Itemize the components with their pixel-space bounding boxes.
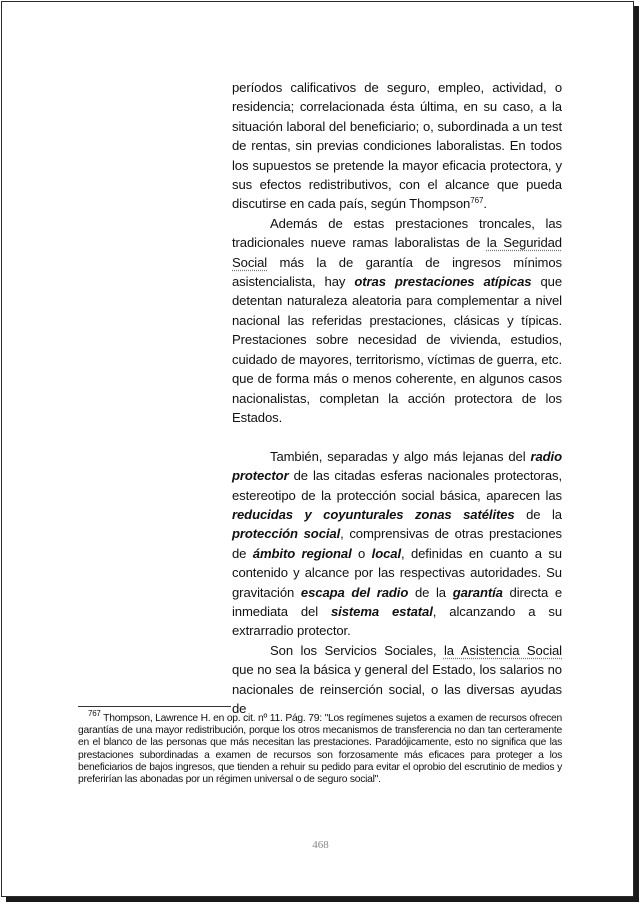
text-run: de la — [408, 584, 453, 600]
text-run: Además de estas prestaciones troncales, las tradicionales nueve ramas laboralistas de — [232, 215, 562, 251]
paragraph-4 — [232, 641, 562, 719]
text-run: Son los Servicios Sociales, — [270, 642, 444, 658]
underlined-term: la Seguridad Social — [232, 235, 562, 270]
text-run: , alcanzando a su extrarradio protector. — [232, 603, 562, 639]
paragraph-1 — [232, 78, 562, 214]
paragraph-3 — [232, 447, 562, 641]
text-run: , comprensivas de otras prestaciones de — [232, 526, 562, 561]
emphasis-term: garantía — [452, 584, 503, 600]
emphasis-term: radio protector — [232, 448, 562, 484]
emphasis-term: reducidas y coyunturales zonas satélites — [232, 506, 515, 522]
text-run: que no sea la básica y general del Estado, los salarios no nacionales de reinserción social, o las diversas ayudas de — [232, 662, 562, 716]
emphasis-term: escapa del radio — [300, 584, 409, 600]
underlined-term: la Asistencia Social — [443, 642, 562, 658]
paragraph-1-end: . — [483, 196, 487, 212]
page-shadow-right — [634, 6, 639, 901]
footnote: $^{767}$ Thompson, Lawrence H. en op. cit. nº 11. Pág. 79: "Los regímenes sujetos a examen de recursos ofrecen garantías de una mayor redistribución, porque los otros mecanismos de transferencia no dan tan certeramente en el blanco de las personas que más necesitan las prestaciones. Paradójicamente, esto no significa que las prestaciones subordinadas a examen de recursos son forzosamente más eficaces para proteger a los beneficiarios de bajos ingresos, que tienden a rehuir su pedido para evitar el oprobio del escrutinio de medios y preferirían las abonadas por un régimen universal o de seguro social". — [78, 709, 562, 786]
footnote-reference[interactable]: 767 — [470, 196, 484, 206]
paragraph-2 — [232, 214, 562, 427]
footnote-separator — [78, 706, 231, 707]
text-run: directa e inmediata del — [232, 584, 562, 619]
page-shadow-bottom — [6, 897, 639, 902]
emphasis-term: sistema estatal — [330, 603, 433, 619]
text-run: o — [351, 545, 372, 561]
emphasis-term: protección social — [232, 526, 341, 542]
text-run: , definidas en cuanto a su contenido y alcance por las respectivas autoridades. Su gravitación — [232, 545, 562, 600]
paragraph-spacer — [232, 427, 562, 446]
text-run: que detentan naturaleza aleatoria para complementar a nivel nacional las referidas prestaciones, clásicas y típicas. Prestaciones sobre necesidad de vivienda, estudios, cuidado de mayores, territorismo, víctimas de guerra, etc. que de forma más o menos coherente, en algunos casos nacionalistas, completan la acción protectora de los Estados. — [232, 274, 563, 425]
text-run: de la — [514, 506, 562, 522]
text-run: de las citadas esferas nacionales protectoras, estereotipo de la protección social básica, aparecen las — [232, 468, 562, 503]
emphasis-term: otras prestaciones atípicas — [354, 274, 532, 290]
emphasis-term: ámbito regional — [252, 545, 352, 561]
text-run: También, separadas y algo más lejanas del — [270, 448, 531, 464]
body-text — [232, 78, 562, 718]
text-run: más la de garantía de ingresos mínimos asistencialista, hay — [232, 254, 562, 290]
footnote-text: Thompson, Lawrence H. en op. cit. nº 11. Pág. 79: "Los regímenes sujetos a examen de recursos ofrecen garantías de una mayor redistribución, porque los otros mecanismos de transferencia no dan tan certeramente en el blanco de las personas que más necesitan las prestaciones. Paradójicamente, esto no significa que las prestaciones subordinadas a examen de recursos son forzosamente más eficaces para proteger a los beneficiarios de bajos ingresos, que tienden a rehuir su pedido para evitar el oprobio del escrutinio de medios y preferirían las abonadas por un régimen universal o de seguro social". — [78, 713, 562, 786]
emphasis-term: local — [371, 545, 401, 561]
paragraph-1-text: períodos calificativos de seguro, empleo, actividad, o residencia; correlacionada ésta última, en su caso, a la situación laboral del beneficiario; o, subordinada a un test de rentas, sin previas condiciones laboralistas. En todos los supuestos se pretende la mayor eficacia protectora, y sus efectos redistributivos, con el alcance que pueda discutirse en cada país, según Thompson — [232, 80, 562, 212]
page-number: 468 — [312, 839, 329, 851]
